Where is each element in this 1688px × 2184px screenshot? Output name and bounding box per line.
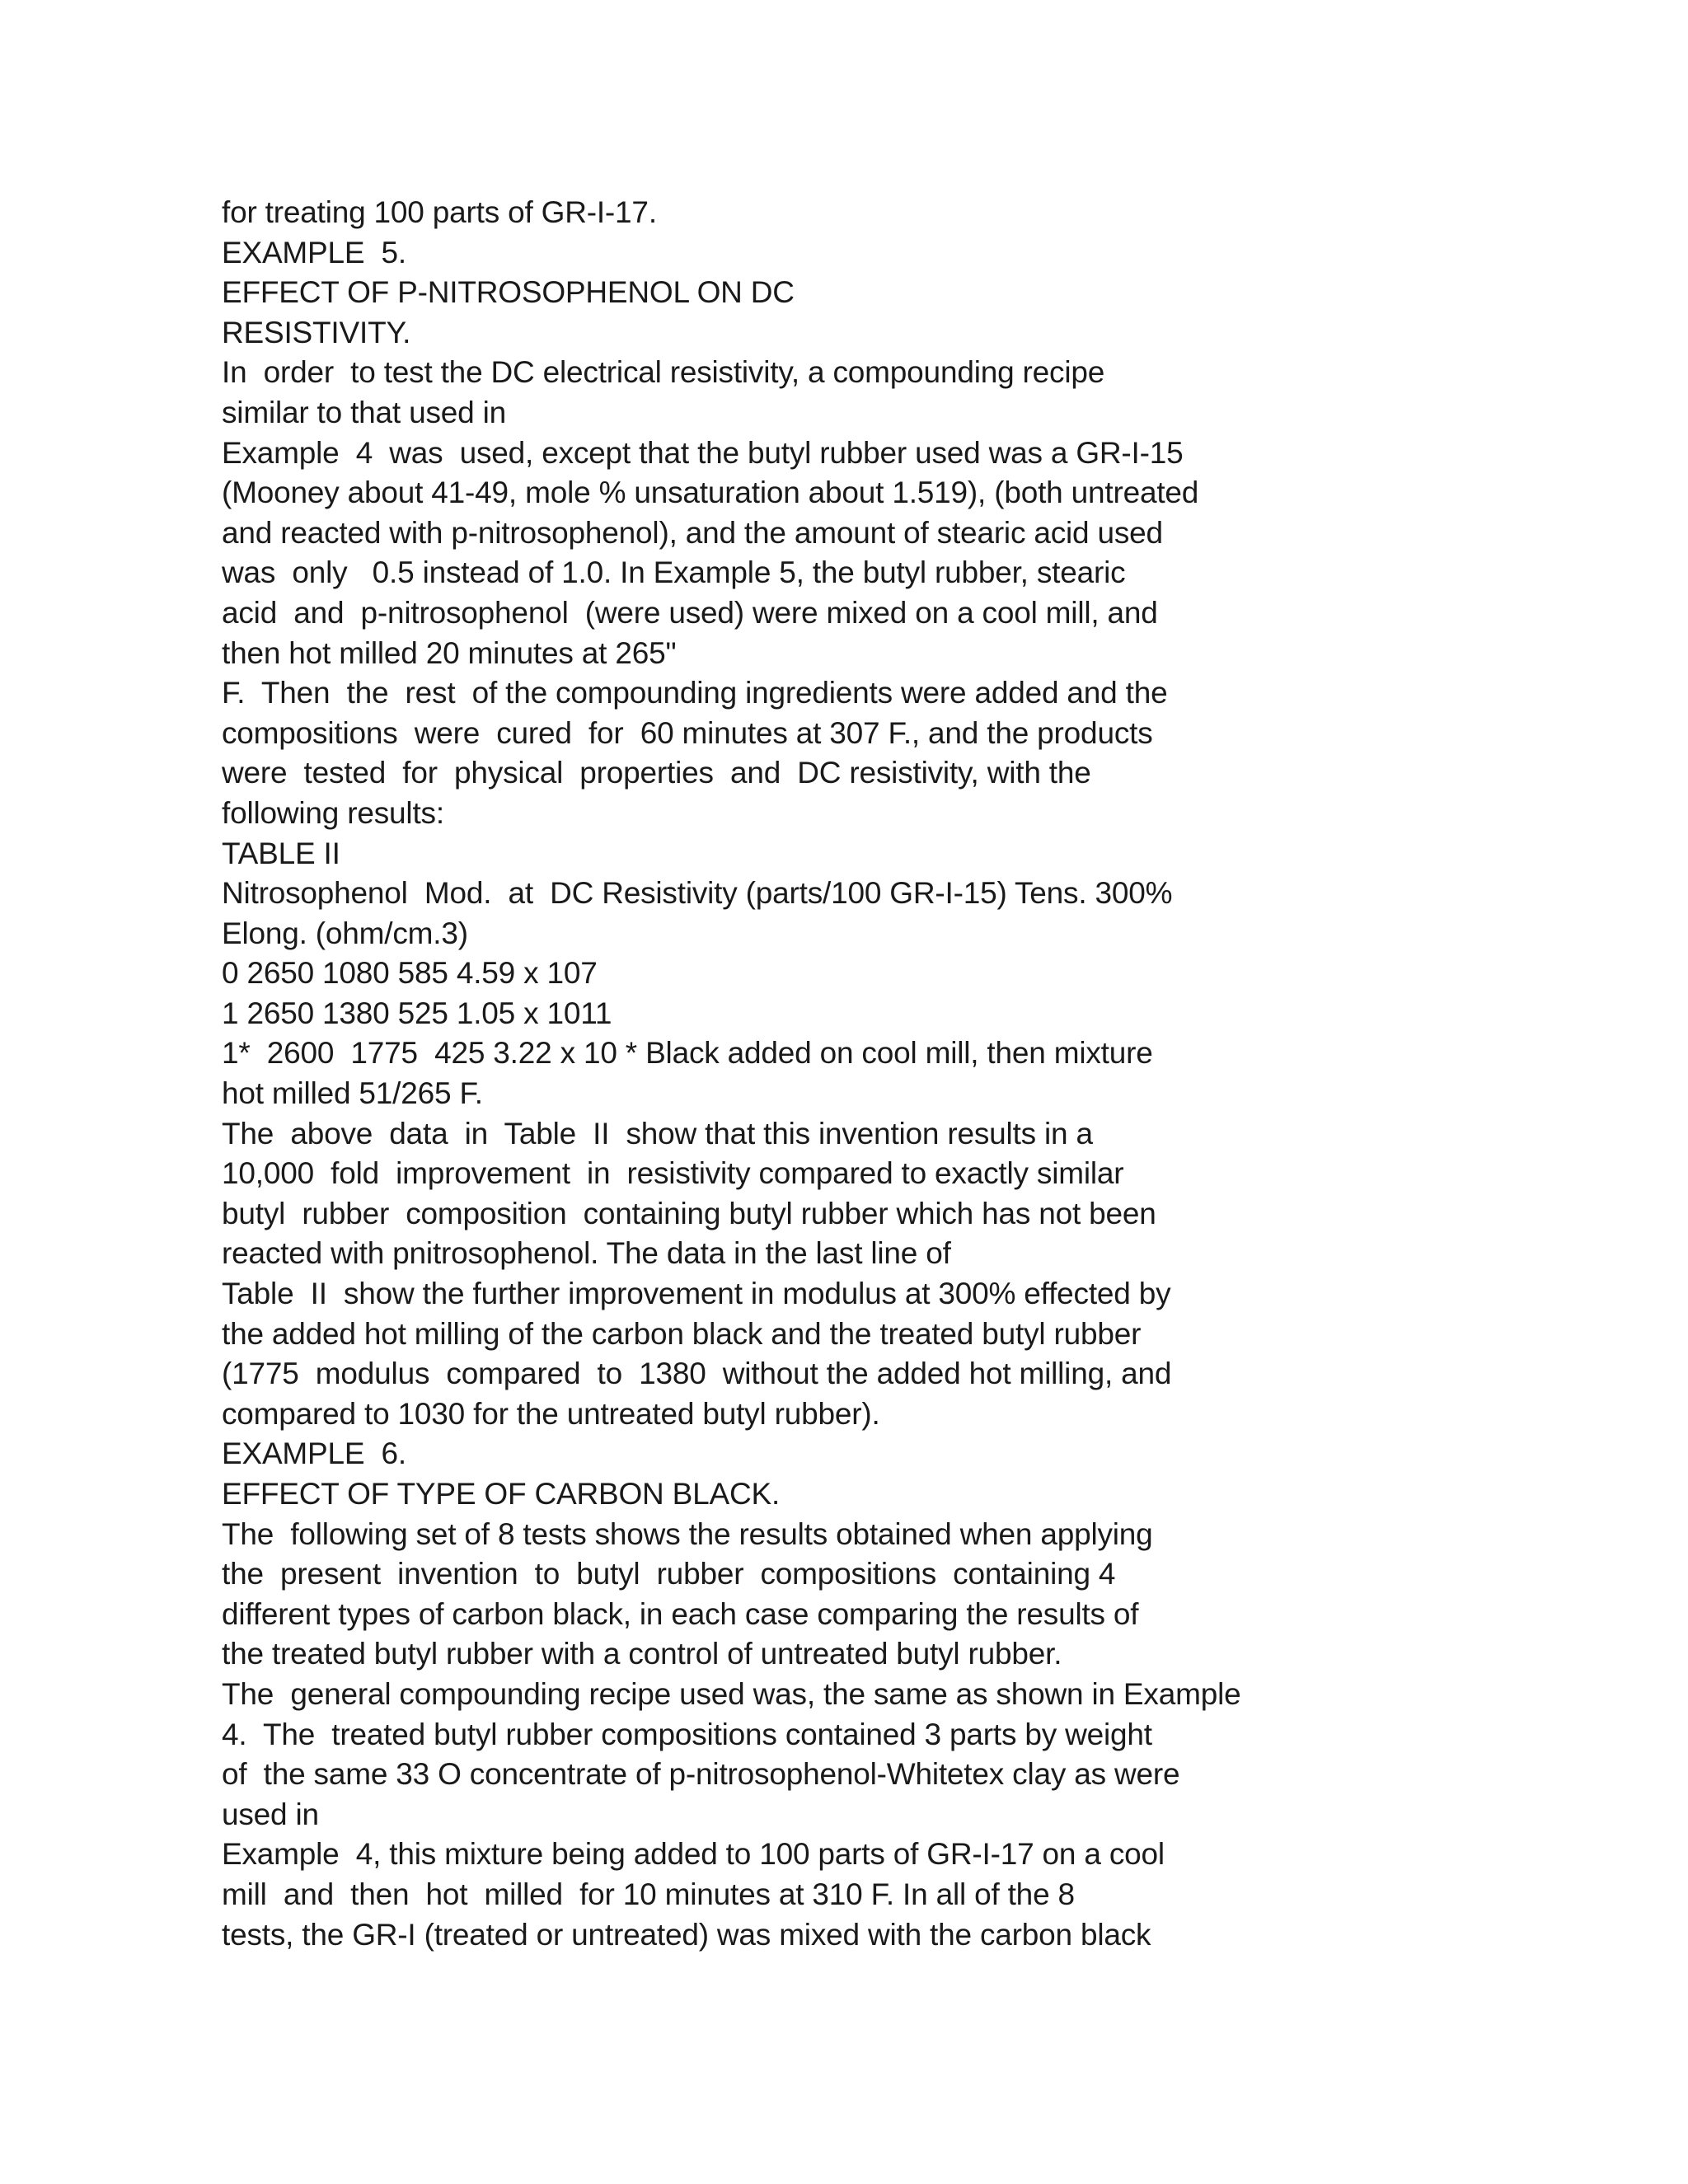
text-line: reacted with pnitrosophenol. The data in the last line of bbox=[222, 1236, 951, 1271]
text-line: mill and then hot milled for 10 minutes at 310 F. In all of the 8 bbox=[222, 1877, 1075, 1911]
text-line: tests, the GR-I (treated or untreated) was mixed with the carbon black bbox=[222, 1917, 1151, 1952]
text-line: Example 4, this mixture being added to 100 parts of GR-I-17 on a cool bbox=[222, 1837, 1165, 1872]
text-line: and reacted with p-nitrosophenol), and the amount of stearic acid used bbox=[222, 515, 1163, 550]
text-line: The following set of 8 tests shows the results obtained when applying bbox=[222, 1516, 1153, 1551]
table-note: hot milled 51/265 F. bbox=[222, 1076, 483, 1111]
text-line: 4. The treated butyl rubber compositions contained 3 parts by weight bbox=[222, 1717, 1152, 1751]
text-line: the present invention to butyl rubber compositions containing 4 bbox=[222, 1557, 1116, 1591]
text-line: (Mooney about 41-49, mole % unsaturation about 1.519), (both untreated bbox=[222, 476, 1199, 510]
text-line: compositions were cured for 60 minutes at 307 F., and the products bbox=[222, 715, 1153, 750]
text-line: Table II show the further improvement in modulus at 300% effected by bbox=[222, 1277, 1171, 1311]
text-line: (1775 modulus compared to 1380 without the added hot milling, and bbox=[222, 1357, 1172, 1391]
text-line: different types of carbon black, in each case comparing the results of bbox=[222, 1596, 1139, 1631]
example-heading: EXAMPLE 5. bbox=[222, 235, 407, 269]
text-line: 10,000 fold improvement in resistivity compared to exactly similar bbox=[222, 1156, 1124, 1191]
text-line: compared to 1030 for the untreated butyl rubber). bbox=[222, 1396, 880, 1431]
text-line: for treating 100 parts of GR-I-17. bbox=[222, 195, 657, 229]
text-line: acid and p-nitrosophenol (were used) were mixed on a cool mill, and bbox=[222, 595, 1158, 630]
text-line: used in bbox=[222, 1797, 319, 1831]
example-heading: EXAMPLE 6. bbox=[222, 1436, 407, 1471]
text-line: F. Then the rest of the compounding ingredients were added and the bbox=[222, 676, 1168, 710]
text-line: butyl rubber composition containing butyl rubber which has not been bbox=[222, 1196, 1156, 1230]
text-line: the added hot milling of the carbon black and the treated butyl rubber bbox=[222, 1316, 1142, 1351]
body-text bbox=[222, 193, 1590, 1955]
section-title: EFFECT OF TYPE OF CARBON BLACK. bbox=[222, 1477, 781, 1511]
text-line: were tested for physical properties and DC resistivity, with the bbox=[222, 756, 1091, 790]
text-line: then hot milled 20 minutes at 265" bbox=[222, 635, 677, 670]
text-line: of the same 33 O concentrate of p-nitrosophenol-Whitetex clay as were bbox=[222, 1757, 1180, 1792]
section-title: RESISTIVITY. bbox=[222, 315, 411, 349]
table-row: 1 2650 1380 525 1.05 x 1011 bbox=[222, 996, 612, 1030]
text-line: In order to test the DC electrical resistivity, a compounding recipe bbox=[222, 355, 1105, 390]
table-title: TABLE II bbox=[222, 836, 340, 870]
table-row: 0 2650 1080 585 4.59 x 107 bbox=[222, 956, 598, 991]
text-line: The above data in Table II show that this invention results in a bbox=[222, 1116, 1093, 1151]
table-header: Elong. (ohm/cm.3) bbox=[222, 916, 468, 950]
text-line: following results: bbox=[222, 795, 444, 830]
text-line: The general compounding recipe used was, the same as shown in Example bbox=[222, 1676, 1241, 1711]
text-line: was only 0.5 instead of 1.0. In Example 5, the butyl rubber, stearic bbox=[222, 555, 1126, 590]
table-header: Nitrosophenol Mod. at DC Resistivity (parts/100 GR-I-15) Tens. 300% bbox=[222, 876, 1173, 911]
text-line: similar to that used in bbox=[222, 395, 507, 429]
text-line: Example 4 was used, except that the butyl rubber used was a GR-I-15 bbox=[222, 435, 1184, 470]
text-line: the treated butyl rubber with a control of untreated butyl rubber. bbox=[222, 1637, 1062, 1671]
table-row: 1* 2600 1775 425 3.22 x 10 * Black added on cool mill, then mixture bbox=[222, 1036, 1153, 1071]
section-title: EFFECT OF P-NITROSOPHENOL ON DC bbox=[222, 275, 795, 310]
